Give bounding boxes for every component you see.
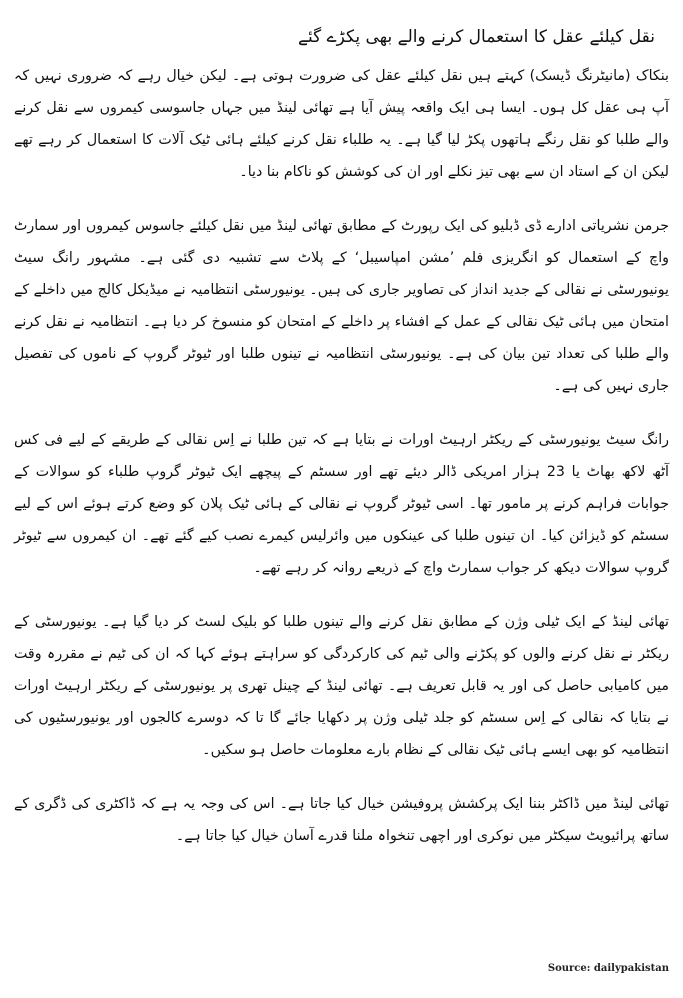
article-paragraph-4: تھائی لینڈ کے ایک ٹیلی وژن کے مطابق نقل کرنے والے تینوں طلبا کو بلیک لسٹ کر دیا گیا ہے۔ یونیورسٹی کے ریکٹر نے نقل کرنے والوں کو پکڑنے والی ٹیم کی کارکردگی کو سراہتے ہوئے کہا کہ ان کی ٹیم نے مقررہ وقت میں کامیابی حاصل کی اور یہ قابل تعریف ہے۔ تھائی لینڈ کے چینل تھری پر یونیورسٹی کے ریکٹر ارہیٹ اورات نے بتایا کہ نقالی کے اِس سسٹم کو جلد ٹیلی وژن پر دکھایا جائے گا تا کہ دوسرے کالجوں اور یونیورسٹیوں کی انتظامیہ کو بھی ایسے ہائی ٹیک نقالی کے نظام بارے معلومات حاصل ہو سکیں۔ xyxy=(14,614,669,758)
article-paragraph-5: تھائی لینڈ میں ڈاکٹر بننا ایک پرکشش پروفیشن خیال کیا جاتا ہے۔ اس کی وجہ یہ ہے کہ ڈاکٹری کی ڈگری کے ساتھ پرائیویٹ سیکٹر میں نوکری اور اچھی تنخواہ ملنا قدرے آسان خیال کیا جاتا ہے۔ xyxy=(14,796,669,844)
article-paragraph-3: رانگ سیٹ یونیورسٹی کے ریکٹر ارہیٹ اورات نے بتایا ہے کہ تین طلبا نے اِس نقالی کے طریقے کے لیے فی کس آٹھ لاکھ بھاٹ یا 23 ہزار امریکی ڈالر دیئے تھے اور سسٹم کے پیچھے ایک ٹیوٹر گروپ طلباء کو سوالات کے جوابات فراہم کرنے پر مامور تھا۔ اسی ٹیوٹر گروپ نے نقالی کے ہائی ٹیک پلان کو وضع کرتے ہوئے اس کے لیے سسٹم کو ڈیزائن کیا۔ ان تینوں طلبا کی عینکوں میں وائرلیس کیمرے نصب کیے گئے تھے۔ ان کیمروں سے ٹیوٹر گروپ سوالات دیکھ کر جواب سمارٹ واچ کے ذریعے روانہ کر رہے تھے۔ xyxy=(14,432,669,576)
article-paragraph-2: جرمن نشریاتی ادارے ڈی ڈبلیو کی ایک رپورٹ کے مطابق تھائی لینڈ میں نقل کیلئے جاسوس کیمروں اور سمارٹ واچ کے استعمال کو انگریزی فلم ’مشن امپاسیبل‘ کے پلاٹ سے تشبیہ دی گئی ہے۔ مشہور رانگ سیٹ یونیورسٹی نے نقالی کے جدید انداز کی تصاویر جاری کی ہیں۔ یونیورسٹی انتظامیہ نے میڈیکل کالج میں داخلے کے امتحان میں ہائی ٹیک نقالی کے عمل کے افشاء پر داخلے کے امتحان کو منسوخ کر دیا ہے۔ انتظامیہ نے نقل کرنے والے طلبا کی تعداد تین بیان کی ہے۔ یونیورسٹی انتظامیہ نے تینوں طلبا اور ٹیوٹر گروپ کے ناموں کی تفصیل جاری نہیں کی ہے۔ xyxy=(14,218,669,394)
source-credit: Source: dailypakistan xyxy=(547,963,669,974)
article-paragraph-1: بنکاک (مانیٹرنگ ڈیسک) کہتے ہیں نقل کیلئے عقل کی ضرورت ہوتی ہے۔ لیکن خیال رہے کہ ضروری نہیں کہ آپ ہی عقل کل ہوں۔ ایسا ہی ایک واقعہ پیش آیا ہے تھائی لینڈ میں جہاں جاسوسی کیمروں سے نقل کرنے والے طلبا کو نقل رنگے ہاتھوں پکڑ لیا گیا ہے۔ یہ طلباء نقل کرنے کیلئے ہائی ٹیک آلات کا استعمال کر رہے تھے لیکن ان کے استاد ان سے بھی تیز نکلے اور ان کی کوشش کو ناکام بنا دیا۔ xyxy=(14,68,669,180)
article-title: نقل کیلئے عقل کا استعمال کرنے والے بھی پکڑے گئے xyxy=(298,27,655,47)
